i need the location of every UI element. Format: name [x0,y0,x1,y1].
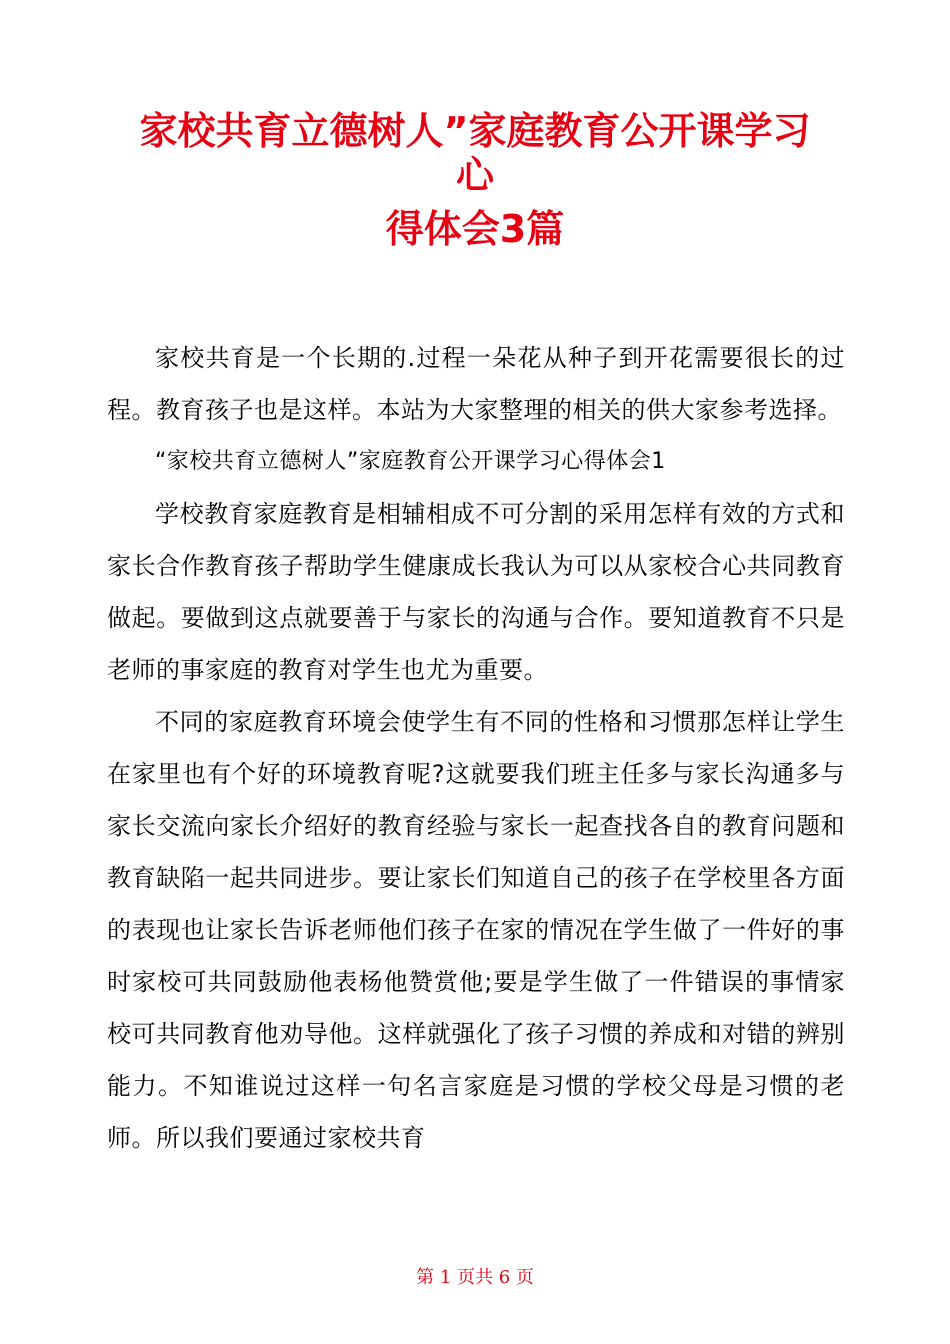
document-body [107,332,845,1164]
title-line-1: 家校共育立德树人”家庭教育公开课学习 [139,109,811,153]
body-paragraph-2: 不同的家庭教育环境会使学生有不同的性格和习惯那怎样让学生在家里也有个好的环境教育呢?这就要我们班主任多与家长沟通多与家长交流向家长介绍好的教育经验与家长一起查找各自的教育问题和教育缺陷一起共同进步。要让家长们知道自己的孩子在学校里各方面的表现也让家长告诉老师他们孩子在家的情况在学生做了一件好的事时家校可共同鼓励他表杨他赞赏他;要是学生做了一件错误的事情家校可共同教育他劝导他。这样就强化了孩子习惯的养成和对错的辨别能力。不知谁说过这样一句名言家庭是习惯的学校父母是习惯的老师。所以我们要通过家校共育 [107,708,845,1152]
intro-paragraph: 家校共育是一个长期的.过程一朵花从种子到开花需要很长的过程。教育孩子也是这样。本站为大家整理的相关的供大家参考选择。 [107,344,845,424]
title-line-2: 心 [455,153,494,197]
document-title [100,106,850,254]
page-footer: 第 1 页共 6 页 [416,1267,534,1288]
section-title: “家校共育立德树人”家庭教育公开课学习心得体会1 [155,449,666,474]
body-paragraph-1: 学校教育家庭教育是相辅相成不可分割的采用怎样有效的方式和家长合作教育孩子帮助学生健康成长我认为可以从家校合心共同教育做起。要做到这点就要善于与家长的沟通与合作。要知道教育不只是老师的事家庭的教育对学生也尤为重要。 [107,500,845,684]
title-line-3: 得体会3篇 [385,207,565,251]
